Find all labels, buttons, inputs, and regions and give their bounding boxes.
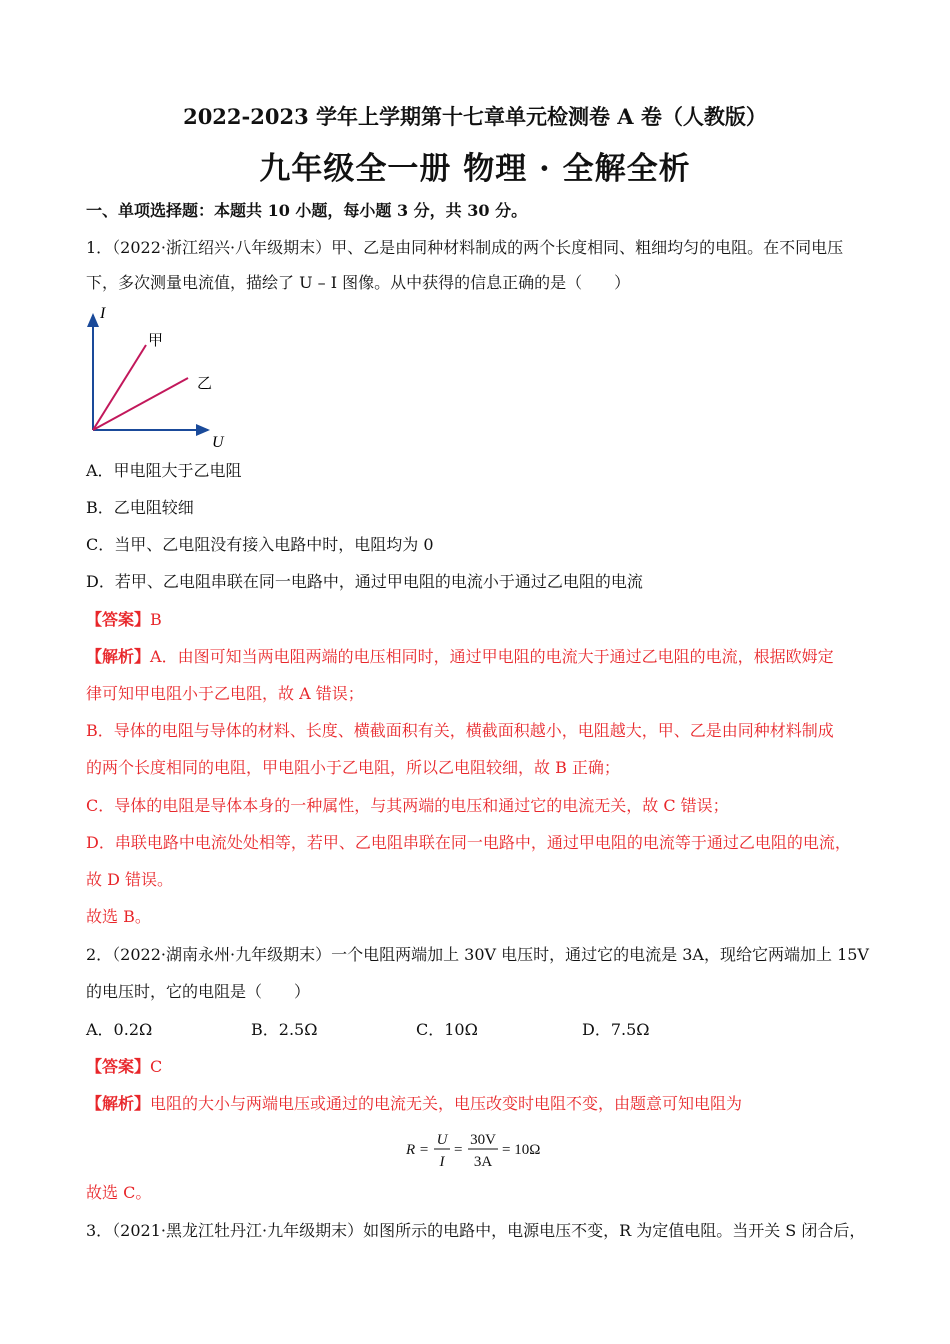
formula-rhs: = 10Ω [502,1142,541,1158]
analysis-tag: 【解析】 [86,1094,151,1113]
q1-analysis-line2: 律可知甲电阻小于乙电阻，故 A 错误； [86,684,364,703]
q1-analysis-line4: 的两个长度相同的电阻，甲电阻小于乙电阻，所以乙电阻较细，故 B 正确； [86,758,620,777]
q1-stem-line1: 1．（2022·浙江绍兴·八年级期末）甲、乙是由同种材料制成的两个长度相同、粗细均匀的电阻。在不同电压 [86,238,844,257]
q2-answer [86,1056,162,1078]
exam-subtitle: 九年级全一册 物理 · 全解全析 [259,151,691,187]
q1-stem-line2: 下，多次测量电流值，描绘了 U – I 图像。从中获得的信息正确的是（ ） [86,273,631,292]
q1-analysis-line6: D．串联电路中电流处处相等，若甲、乙电阻串联在同一电路中，通过甲电阻的电流等于通过乙电阻的电流， [86,833,851,852]
analysis-tag: 【解析】 [86,647,151,666]
line-jia [93,345,146,430]
y-axis-label: I [100,305,106,322]
q1-ui-graph [86,300,236,455]
q1-analysis-line3: B．导体的电阻与导体的材料、长度、横截面积有关，横截面积越小，电阻越大，甲、乙是由同种材料制成 [86,721,834,740]
analysis-text: 电阻的大小与两端电压或通过的电流无关，电压改变时电阻不变，由题意可知电阻为 [150,1094,743,1113]
q2-option-b: B．2.5Ω [251,1020,318,1039]
line-yi-label: 乙 [197,374,213,392]
line-yi [93,378,188,430]
x-axis-label: U [212,434,224,451]
q1-option-a: A．甲电阻大于乙电阻 [86,461,242,480]
q1-option-b: B．乙电阻较细 [86,498,194,517]
q2-option-d: D．7.5Ω [582,1020,650,1039]
q2-analysis [86,1093,742,1115]
section-heading: 一、单项选择题：本题共 10 小题，每小题 3 分，共 30 分。 [86,201,528,220]
q2-option-a: A．0.2Ω [86,1020,153,1039]
q1-analysis-line7: 故 D 错误。 [86,870,174,889]
q3-stem-line1: 3．（2021·黑龙江牡丹江·九年级期末）如图所示的电路中，电源电压不变，R 为定值电阻。当开关 S 闭合后， [86,1221,866,1240]
line-jia-label: 甲 [148,331,164,349]
answer-value: C [150,1057,163,1076]
formula-lhs: R = [406,1142,430,1158]
q1-analysis-line1 [86,646,834,668]
q1-conclusion: 故选 B。 [86,907,151,926]
formula-30v: 30V [470,1132,496,1148]
q1-option-d: D．若甲、乙电阻串联在同一电路中，通过甲电阻的电流小于通过乙电阻的电流 [86,572,643,591]
q1-answer [86,609,162,631]
q1-option-c: C．当甲、乙电阻没有接入电路中时，电阻均为 0 [86,535,434,554]
formula-eq: = [454,1142,463,1158]
q2-formula [404,1126,564,1174]
formula-i: I [439,1154,445,1170]
q2-conclusion: 故选 C。 [86,1183,152,1202]
analysis-text: A．由图可知当两电阻两端的电压相同时，通过甲电阻的电流大于通过乙电阻的电流，根据欧姆定 [150,647,834,666]
q2-option-c: C．10Ω [416,1020,478,1039]
answer-tag: 【答案】 [86,610,151,629]
answer-value: B [150,610,162,629]
exam-title: 2022-2023 学年上学期第十七章单元检测卷 A 卷（人教版） [183,104,767,129]
q2-stem-line2: 的电压时，它的电阻是（ ） [86,982,311,1001]
answer-tag: 【答案】 [86,1057,151,1076]
formula-u: U [436,1132,448,1148]
formula-3a: 3A [473,1154,493,1170]
q1-analysis-line5: C．导体的电阻是导体本身的一种属性，与其两端的电压和通过它的电流无关，故 C 错误； [86,796,729,815]
q2-stem-line1: 2．（2022·湖南永州·九年级期末）一个电阻两端加上 30V 电压时，通过它的电流是 3A，现给它两端加上 15V [86,945,869,964]
